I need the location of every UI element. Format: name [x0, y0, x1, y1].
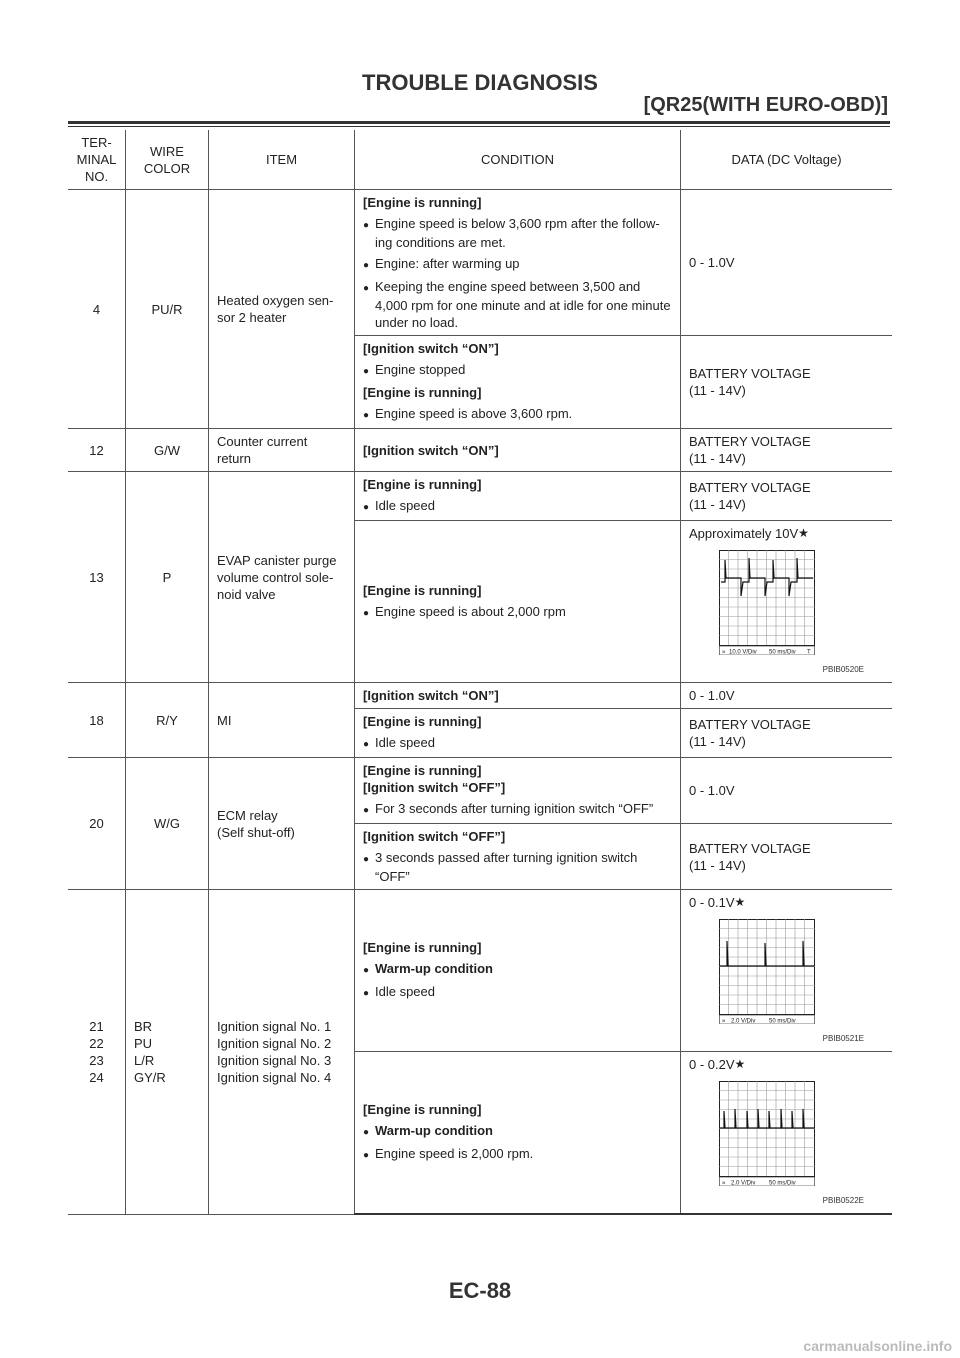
figure-code: PBIB0522E [822, 1196, 864, 1205]
star-icon: ★ [734, 895, 746, 909]
scope-volt-div: 10.0 V/Div [729, 649, 757, 655]
scope-volt-div: 2.0 V/Div [731, 1018, 756, 1024]
data-value: 0 - 1.0V [681, 190, 893, 336]
oscilloscope-waveform-pbib0521e [719, 919, 815, 1024]
condition-heading: [Engine is running] [363, 582, 482, 598]
data-value-with-waveform [681, 1052, 893, 1215]
data-value: BATTERY VOLTAGE (11 - 14V) [681, 824, 893, 890]
scope-trigger-mark: T [807, 649, 811, 655]
data-value: BATTERY VOLTAGE (11 - 14V) [681, 429, 893, 472]
item-name: MI [209, 683, 355, 758]
condition-bullet: ● Engine speed is 2,000 rpm. [363, 1145, 672, 1164]
condition-heading: [Ignition switch “ON”] [363, 442, 499, 458]
condition-heading: [Engine is running] [363, 477, 482, 492]
data-value-with-waveform [681, 890, 893, 1052]
data-value: Approximately 10V [689, 526, 799, 541]
page-number: EC-88 [448, 1278, 512, 1303]
col-condition: CONDITION [355, 130, 681, 190]
wire-color: G/W [126, 429, 209, 472]
condition-cell [355, 758, 681, 824]
data-value: 0 - 1.0V [681, 683, 893, 709]
condition-heading: [Engine is running] [363, 763, 482, 778]
condition-cell [355, 472, 681, 521]
engine-subtitle: [QR25(WITH EURO-OBD)] [643, 94, 888, 116]
col-terminal-no: TER- MINAL NO. [68, 130, 126, 190]
figure-code: PBIB0520E [822, 665, 864, 674]
condition-bullet: ● Keeping the engine speed between 3,500 and 4,000 rpm for one minute and at idle for one minute under no load. [363, 278, 672, 331]
condition-heading: [Ignition switch “OFF”] [363, 829, 506, 844]
condition-bullet: ● Warm-up condition [363, 960, 672, 979]
wire-color: BR PU L/R GY/R [126, 890, 209, 1215]
item-name: EVAP canister purge volume control sole- noid valve [209, 472, 355, 683]
wire-color: R/Y [126, 683, 209, 758]
col-item: ITEM [209, 130, 355, 190]
condition-heading: [Ignition switch “ON”] [363, 688, 499, 703]
item-name: ECM relay (Self shut-off) [209, 758, 355, 890]
oscilloscope-waveform-pbib0522e [719, 1081, 815, 1186]
wire-color: P [126, 472, 209, 683]
condition-bullet: ● Engine: after warming up [363, 255, 672, 274]
condition-cell [355, 429, 681, 472]
condition-bullet: ● 3 seconds passed after turning ignition switch “OFF” [363, 849, 672, 885]
item-name: Ignition signal No. 1 Ignition signal No. 2 Ignition signal No. 3 Ignition signal No. 4 [209, 890, 355, 1215]
condition-bullet: ● Engine speed is about 2,000 rpm [363, 603, 672, 622]
header-rule-thin [68, 126, 890, 127]
data-value: 0 - 1.0V [681, 758, 893, 824]
terminal-no: 20 [68, 758, 126, 890]
table-row [68, 429, 892, 472]
condition-bullet: ● Engine speed is below 3,600 rpm after the follow-ing conditions are met. [363, 215, 672, 251]
wire-color: PU/R [126, 190, 209, 429]
table-row [68, 758, 892, 824]
condition-heading: [Ignition switch “OFF”] [363, 780, 506, 795]
terminal-no: 13 [68, 472, 126, 683]
condition-bullet: ● Idle speed [363, 983, 672, 1002]
terminal-no: 4 [68, 190, 126, 429]
condition-cell [355, 521, 681, 683]
terminal-no: 18 [68, 683, 126, 758]
scope-time-div: 50 ms/Div [769, 649, 796, 655]
watermark: carmanualsonline.info [803, 1338, 952, 1354]
table-row [68, 890, 892, 1052]
data-value: BATTERY VOLTAGE (11 - 14V) [681, 336, 893, 429]
scope-time-div: 50 ms/Div [769, 1180, 796, 1186]
header-rule [68, 121, 890, 124]
condition-heading: [Ignition switch “ON”] [363, 341, 499, 356]
terminal-no: 12 [68, 429, 126, 472]
wire-color: W/G [126, 758, 209, 890]
figure-code: PBIB0521E [822, 1034, 864, 1043]
condition-heading: [Engine is running] [363, 385, 482, 400]
data-value: BATTERY VOLTAGE (11 - 14V) [681, 709, 893, 758]
condition-cell [355, 824, 681, 890]
condition-cell [355, 709, 681, 758]
table-header-row [68, 130, 892, 190]
condition-heading: [Engine is running] [363, 195, 482, 210]
svg-text:»: » [722, 1018, 726, 1024]
scope-time-div: 50 ms/Div [769, 1018, 796, 1024]
item-name: Counter current return [209, 429, 355, 472]
table-row [68, 472, 892, 521]
terminal-no: 21 22 23 24 [68, 890, 126, 1215]
data-value-with-waveform [681, 521, 893, 683]
data-value: 0 - 0.1V [689, 895, 735, 910]
data-value: 0 - 0.2V [689, 1057, 735, 1072]
col-wire-color: WIRE COLOR [126, 130, 209, 190]
condition-bullet: ● Engine stopped [363, 361, 672, 380]
col-data: DATA (DC Voltage) [681, 130, 893, 190]
condition-bullet: ● For 3 seconds after turning ignition switch “OFF” [363, 800, 672, 819]
condition-bullet: ● Idle speed [363, 497, 672, 516]
svg-text:»: » [722, 1180, 726, 1186]
page-title: TROUBLE DIAGNOSIS [362, 70, 598, 95]
item-name: Heated oxygen sen- sor 2 heater [209, 190, 355, 429]
condition-heading: [Engine is running] [363, 940, 482, 955]
condition-bullet: ● Idle speed [363, 734, 672, 753]
condition-cell [355, 683, 681, 709]
scope-volt-div: 2.0 V/Div [731, 1180, 756, 1186]
condition-cell [355, 190, 681, 336]
condition-cell [355, 890, 681, 1052]
table-row [68, 190, 892, 336]
oscilloscope-waveform-pbib0520e [719, 550, 815, 655]
condition-heading: [Engine is running] [363, 714, 482, 729]
table-row [68, 683, 892, 709]
condition-bullet: ● Warm-up condition [363, 1122, 672, 1141]
star-icon: ★ [798, 526, 809, 540]
star-icon: ★ [734, 1057, 746, 1071]
data-value: BATTERY VOLTAGE (11 - 14V) [681, 472, 893, 521]
condition-cell [355, 1052, 681, 1215]
condition-heading: [Engine is running] [363, 1102, 482, 1117]
terminal-data-table [68, 130, 892, 1215]
condition-bullet: ● Engine speed is above 3,600 rpm. [363, 405, 672, 424]
svg-text:»: » [722, 649, 726, 655]
condition-cell [355, 336, 681, 429]
